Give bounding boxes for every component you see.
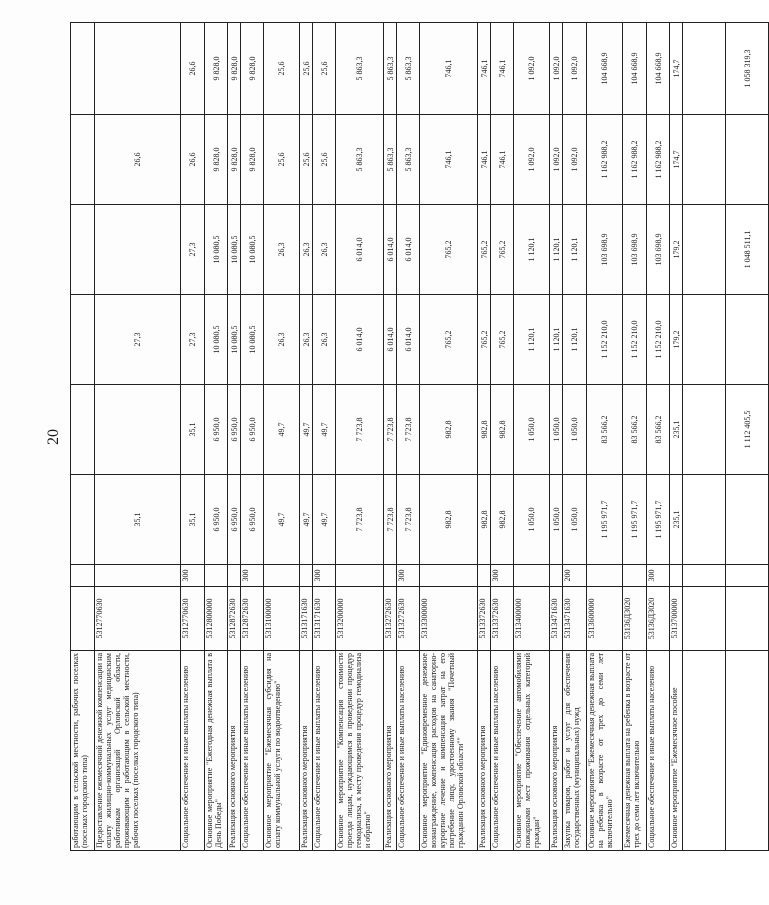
row-type-cell bbox=[550, 565, 563, 587]
row-type-cell: 300 bbox=[313, 565, 336, 587]
row-type-cell: 300 bbox=[647, 565, 670, 587]
amount-cell: 1 092,0 bbox=[563, 23, 587, 115]
row-code-cell: 5312872630 bbox=[228, 587, 241, 651]
table-row bbox=[587, 23, 623, 851]
amount-cell bbox=[71, 115, 95, 205]
amount-cell: 7 723,8 bbox=[397, 385, 420, 475]
amount-cell: 1 050,0 bbox=[514, 385, 550, 475]
row-code-cell: 5313272630 bbox=[397, 587, 420, 651]
amount-cell: 5 863,3 bbox=[336, 23, 384, 115]
row-type-cell bbox=[623, 565, 647, 587]
amount-cell: 1 120,1 bbox=[514, 295, 550, 385]
row-name-cell: Предоставление ежемесячной денежной компенсации на оплату жилищно-коммунальных услуг медицинским работникам организаций Орловской области, проживающим и работающим в сельской местности, рабочих поселках (поселках городского типа) bbox=[95, 651, 181, 851]
amount-cell: 49,7 bbox=[313, 475, 336, 565]
table-row bbox=[478, 23, 491, 851]
aside-amount-cell: 1 058 319,3 bbox=[726, 23, 769, 115]
row-type-cell: 300 bbox=[241, 565, 264, 587]
amount-cell: 174,7 bbox=[670, 23, 683, 115]
amount-cell bbox=[71, 295, 95, 385]
amount-cell: 1 092,0 bbox=[550, 23, 563, 115]
amount-cell: 1 050,0 bbox=[550, 475, 563, 565]
aside-amount-cell bbox=[683, 205, 726, 295]
amount-cell: 26,6 bbox=[95, 115, 181, 205]
row-name-cell: Социальное обеспечение и иные выплаты населению bbox=[313, 651, 336, 851]
table-row bbox=[550, 23, 563, 851]
amount-cell bbox=[95, 385, 181, 475]
page-number: 20 bbox=[45, 429, 62, 445]
aside-row bbox=[683, 23, 726, 851]
aside-type-cell bbox=[683, 565, 726, 587]
table-row bbox=[264, 23, 300, 851]
table-row bbox=[514, 23, 550, 851]
table-row bbox=[563, 23, 587, 851]
amount-cell: 765,2 bbox=[478, 205, 491, 295]
row-code-cell bbox=[71, 587, 95, 651]
aside-amount-cell bbox=[683, 23, 726, 115]
aside-amount-cell: 1 048 511,1 bbox=[726, 205, 769, 295]
amount-cell: 6 014,0 bbox=[336, 205, 384, 295]
amount-cell: 49,7 bbox=[313, 385, 336, 475]
table-row bbox=[181, 23, 205, 851]
row-name-cell: Социальное обеспечение и иные выплаты населению bbox=[647, 651, 670, 851]
budget-table-body bbox=[71, 23, 769, 851]
amount-cell: 35,1 bbox=[181, 475, 205, 565]
amount-cell: 5 863,3 bbox=[384, 115, 397, 205]
amount-cell: 104 668,9 bbox=[647, 23, 670, 115]
row-type-cell bbox=[205, 565, 228, 587]
amount-cell: 174,7 bbox=[670, 115, 683, 205]
amount-cell: 1 050,0 bbox=[550, 385, 563, 475]
aside-amount-cell bbox=[726, 475, 769, 565]
row-name-cell: Основное мероприятие "Обеспечение автомобилями пожарными мест проживания отдельных категорий граждан" bbox=[514, 651, 550, 851]
row-name-cell: Основное мероприятие "Компенсация стоимости проезда лицам, нуждающимся в проведении процедур гемодиализа, к месту проведения процедур гемодиализа и обратно" bbox=[336, 651, 384, 851]
row-name-cell: Основное мероприятие "Ежемесячная денежная выплата на ребенка в возрасте от трех до семи лет включительно" bbox=[587, 651, 623, 851]
row-type-cell bbox=[670, 565, 683, 587]
row-type-cell: 300 bbox=[181, 565, 205, 587]
row-code-cell: 5313200000 bbox=[336, 587, 384, 651]
amount-cell: 982,8 bbox=[491, 475, 514, 565]
table-row bbox=[95, 23, 181, 851]
amount-cell: 27,3 bbox=[181, 295, 205, 385]
row-type-cell bbox=[95, 565, 181, 587]
table-row bbox=[241, 23, 264, 851]
aside-name-cell bbox=[726, 651, 769, 851]
amount-cell: 10 080,5 bbox=[205, 205, 228, 295]
row-code-cell: 5312770630 bbox=[181, 587, 205, 651]
row-name-cell: Социальное обеспечение и иные выплаты населению bbox=[491, 651, 514, 851]
aside-row bbox=[726, 23, 769, 851]
amount-cell: 1 050,0 bbox=[514, 475, 550, 565]
row-type-cell bbox=[420, 565, 478, 587]
amount-cell: 1 120,1 bbox=[550, 205, 563, 295]
table-row bbox=[71, 23, 95, 851]
amount-cell: 765,2 bbox=[478, 295, 491, 385]
amount-cell: 26,3 bbox=[264, 205, 300, 295]
amount-cell: 6 950,0 bbox=[228, 385, 241, 475]
amount-cell: 1 152 210,0 bbox=[647, 295, 670, 385]
row-code-cell: 5312800000 bbox=[205, 587, 228, 651]
row-type-cell: 300 bbox=[491, 565, 514, 587]
amount-cell: 746,1 bbox=[491, 23, 514, 115]
table-row bbox=[397, 23, 420, 851]
amount-cell: 9 828,0 bbox=[228, 115, 241, 205]
amount-cell: 26,6 bbox=[181, 115, 205, 205]
amount-cell: 26,6 bbox=[181, 23, 205, 115]
row-name-cell: Закупка товаров, работ и услуг для обеспечения государственных (муниципальных) нужд bbox=[563, 651, 587, 851]
amount-cell: 10 080,5 bbox=[241, 295, 264, 385]
row-code-cell: 5313372630 bbox=[491, 587, 514, 651]
amount-cell: 1 162 988,2 bbox=[623, 115, 647, 205]
row-code-cell: 5313471630 bbox=[550, 587, 563, 651]
row-type-cell bbox=[264, 565, 300, 587]
row-name-cell: Основное мероприятие "Единовременное денежное вознаграждение, компенсация расходов на санаторно-курортное лечение и компенсация затрат на его погребение лицу, удостоенному звания "Почетный гражданин Орловской области"" bbox=[420, 651, 478, 851]
row-name-cell: Социальное обеспечение и иные выплаты населению bbox=[241, 651, 264, 851]
row-code-cell: 5313372630 bbox=[478, 587, 491, 651]
amount-cell: 83 566,2 bbox=[623, 385, 647, 475]
row-code-cell: 5313171630 bbox=[300, 587, 313, 651]
row-code-cell: 53136Д3020 bbox=[623, 587, 647, 651]
amount-cell: 35,1 bbox=[181, 385, 205, 475]
amount-cell: 1 120,1 bbox=[563, 295, 587, 385]
amount-cell: 27,3 bbox=[95, 295, 181, 385]
amount-cell: 765,2 bbox=[491, 295, 514, 385]
table-row bbox=[313, 23, 336, 851]
row-name-cell: Основное мероприятие "Ежемесячное пособие bbox=[670, 651, 683, 851]
amount-cell: 49,7 bbox=[300, 475, 313, 565]
amount-cell: 25,6 bbox=[300, 23, 313, 115]
budget-table bbox=[70, 22, 769, 851]
table-row bbox=[228, 23, 241, 851]
row-code-cell: 5313300000 bbox=[420, 587, 478, 651]
aside-type-cell bbox=[726, 565, 769, 587]
amount-cell: 765,2 bbox=[491, 205, 514, 295]
amount-cell bbox=[71, 205, 95, 295]
amount-cell: 6 014,0 bbox=[397, 205, 420, 295]
amount-cell: 235,1 bbox=[670, 475, 683, 565]
amount-cell: 7 723,8 bbox=[384, 385, 397, 475]
row-name-cell: Реализация основного мероприятия bbox=[228, 651, 241, 851]
amount-cell: 982,8 bbox=[420, 385, 478, 475]
amount-cell: 982,8 bbox=[478, 385, 491, 475]
row-name-cell: Реализация основного мероприятия bbox=[550, 651, 563, 851]
row-type-cell bbox=[587, 565, 623, 587]
amount-cell: 1 092,0 bbox=[514, 115, 550, 205]
amount-cell: 6 950,0 bbox=[228, 475, 241, 565]
amount-cell: 6 950,0 bbox=[205, 385, 228, 475]
amount-cell bbox=[71, 475, 95, 565]
row-code-cell: 5313400000 bbox=[514, 587, 550, 651]
amount-cell: 5 863,3 bbox=[397, 115, 420, 205]
amount-cell: 1 050,0 bbox=[563, 475, 587, 565]
row-code-cell: 5313100000 bbox=[264, 587, 300, 651]
amount-cell: 10 080,5 bbox=[228, 295, 241, 385]
amount-cell: 1 162 988,2 bbox=[647, 115, 670, 205]
amount-cell: 49,7 bbox=[264, 385, 300, 475]
amount-cell: 9 828,0 bbox=[228, 23, 241, 115]
amount-cell: 982,8 bbox=[420, 475, 478, 565]
row-code-cell: 5313700000 bbox=[670, 587, 683, 651]
amount-cell bbox=[71, 385, 95, 475]
amount-cell: 1 152 210,0 bbox=[623, 295, 647, 385]
amount-cell: 1 092,0 bbox=[514, 23, 550, 115]
row-type-cell bbox=[478, 565, 491, 587]
table-row bbox=[491, 23, 514, 851]
amount-cell: 104 668,9 bbox=[623, 23, 647, 115]
amount-cell: 35,1 bbox=[95, 475, 181, 565]
amount-cell bbox=[71, 23, 95, 115]
amount-cell: 6 014,0 bbox=[384, 295, 397, 385]
table-row bbox=[623, 23, 647, 851]
aside-amount-cell bbox=[683, 115, 726, 205]
table-row bbox=[670, 23, 683, 851]
amount-cell: 27,3 bbox=[181, 205, 205, 295]
amount-cell: 7 723,8 bbox=[397, 475, 420, 565]
amount-cell: 982,8 bbox=[478, 475, 491, 565]
amount-cell: 1 092,0 bbox=[550, 115, 563, 205]
amount-cell: 6 014,0 bbox=[384, 205, 397, 295]
amount-cell: 235,1 bbox=[670, 385, 683, 475]
row-code-cell: 5313272630 bbox=[384, 587, 397, 651]
aside-amount-cell bbox=[683, 295, 726, 385]
aside-amount-cell bbox=[683, 385, 726, 475]
amount-cell: 49,7 bbox=[300, 385, 313, 475]
amount-cell: 1 195 971,7 bbox=[587, 475, 623, 565]
amount-cell: 1 152 210,0 bbox=[587, 295, 623, 385]
amount-cell: 26,3 bbox=[313, 295, 336, 385]
row-name-cell: Основное мероприятие "Ежемесячная субсидия на оплату коммунальной услуги по водоотведению" bbox=[264, 651, 300, 851]
amount-cell: 179,2 bbox=[670, 295, 683, 385]
row-type-cell bbox=[336, 565, 384, 587]
amount-cell bbox=[95, 205, 181, 295]
amount-cell: 746,1 bbox=[420, 23, 478, 115]
row-name-cell: Социальное обеспечение и иные выплаты населению bbox=[397, 651, 420, 851]
table-row bbox=[420, 23, 478, 851]
amount-cell: 1 120,1 bbox=[550, 295, 563, 385]
row-name-cell: Социальное обеспечение и иные выплаты населению bbox=[181, 651, 205, 851]
amount-cell: 746,1 bbox=[478, 115, 491, 205]
amount-cell: 10 080,5 bbox=[228, 205, 241, 295]
row-name-cell: Реализация основного мероприятия bbox=[478, 651, 491, 851]
amount-cell: 49,7 bbox=[264, 475, 300, 565]
amount-cell: 103 698,9 bbox=[623, 205, 647, 295]
aside-amount-cell bbox=[683, 475, 726, 565]
amount-cell: 103 698,9 bbox=[587, 205, 623, 295]
aside-amount-cell: 1 112 405,5 bbox=[726, 385, 769, 475]
amount-cell: 9 828,0 bbox=[241, 23, 264, 115]
aside-name-cell bbox=[683, 651, 726, 851]
amount-cell: 1 195 971,7 bbox=[647, 475, 670, 565]
row-name-cell: Основное мероприятие "Ежегодная денежная выплата в День Победы" bbox=[205, 651, 228, 851]
amount-cell: 765,2 bbox=[420, 205, 478, 295]
amount-cell: 982,8 bbox=[491, 385, 514, 475]
amount-cell: 25,6 bbox=[313, 23, 336, 115]
amount-cell: 25,6 bbox=[300, 115, 313, 205]
row-code-cell: 5313471630 bbox=[563, 587, 587, 651]
amount-cell: 6 014,0 bbox=[397, 295, 420, 385]
rotated-page-content bbox=[45, 23, 752, 851]
amount-cell: 5 863,3 bbox=[384, 23, 397, 115]
row-type-cell bbox=[300, 565, 313, 587]
row-name-cell: Реализация основного мероприятия bbox=[300, 651, 313, 851]
row-code-cell: 5312770630 bbox=[95, 587, 181, 651]
amount-cell: 6 950,0 bbox=[241, 385, 264, 475]
row-code-cell: 5312872630 bbox=[241, 587, 264, 651]
row-name-cell: работающим в сельской местности, рабочих поселках (поселках городского типа) bbox=[71, 651, 95, 851]
amount-cell: 5 863,3 bbox=[336, 115, 384, 205]
amount-cell: 103 698,9 bbox=[647, 205, 670, 295]
table-row bbox=[205, 23, 228, 851]
row-type-cell: 300 bbox=[397, 565, 420, 587]
amount-cell: 746,1 bbox=[478, 23, 491, 115]
row-code-cell: 53136Д3020 bbox=[647, 587, 670, 651]
amount-cell: 104 668,9 bbox=[587, 23, 623, 115]
table-row bbox=[647, 23, 670, 851]
aside-code-cell bbox=[726, 587, 769, 651]
amount-cell: 1 195 971,7 bbox=[623, 475, 647, 565]
aside-code-cell bbox=[683, 587, 726, 651]
amount-cell: 765,2 bbox=[420, 295, 478, 385]
aside-amount-cell bbox=[726, 295, 769, 385]
amount-cell: 25,6 bbox=[313, 115, 336, 205]
amount-cell: 6 014,0 bbox=[336, 295, 384, 385]
amount-cell: 1 092,0 bbox=[563, 115, 587, 205]
row-name-cell: Реализация основного мероприятия bbox=[384, 651, 397, 851]
amount-cell: 9 828,0 bbox=[241, 115, 264, 205]
amount-cell: 9 828,0 bbox=[205, 23, 228, 115]
amount-cell: 7 723,8 bbox=[336, 475, 384, 565]
amount-cell: 6 950,0 bbox=[205, 475, 228, 565]
row-type-cell bbox=[228, 565, 241, 587]
amount-cell: 26,3 bbox=[264, 295, 300, 385]
aside-amount-cell bbox=[726, 115, 769, 205]
amount-cell: 83 566,2 bbox=[587, 385, 623, 475]
row-code-cell: 5313171630 bbox=[313, 587, 336, 651]
amount-cell: 1 120,1 bbox=[563, 205, 587, 295]
table-row bbox=[384, 23, 397, 851]
row-type-cell bbox=[514, 565, 550, 587]
row-type-cell bbox=[71, 565, 95, 587]
table-row bbox=[336, 23, 384, 851]
amount-cell: 746,1 bbox=[491, 115, 514, 205]
row-type-cell bbox=[384, 565, 397, 587]
amount-cell: 26,3 bbox=[313, 205, 336, 295]
amount-cell: 25,6 bbox=[264, 115, 300, 205]
row-code-cell: 5313600000 bbox=[587, 587, 623, 651]
amount-cell: 1 050,0 bbox=[563, 385, 587, 475]
row-type-cell: 200 bbox=[563, 565, 587, 587]
row-name-cell: Ежемесячная денежная выплата на ребенка в возрасте от трех до семи лет включительно bbox=[623, 651, 647, 851]
amount-cell: 179,2 bbox=[670, 205, 683, 295]
amount-cell: 9 828,0 bbox=[205, 115, 228, 205]
amount-cell: 26,3 bbox=[300, 295, 313, 385]
amount-cell: 5 863,3 bbox=[397, 23, 420, 115]
table-row bbox=[300, 23, 313, 851]
amount-cell: 25,6 bbox=[264, 23, 300, 115]
amount-cell: 7 723,8 bbox=[336, 385, 384, 475]
amount-cell: 746,1 bbox=[420, 115, 478, 205]
amount-cell: 26,3 bbox=[300, 205, 313, 295]
amount-cell: 10 080,5 bbox=[205, 295, 228, 385]
amount-cell: 7 723,8 bbox=[384, 475, 397, 565]
amount-cell bbox=[95, 23, 181, 115]
amount-cell: 1 120,1 bbox=[514, 205, 550, 295]
amount-cell: 83 566,2 bbox=[647, 385, 670, 475]
amount-cell: 10 080,5 bbox=[241, 205, 264, 295]
amount-cell: 1 162 988,2 bbox=[587, 115, 623, 205]
amount-cell: 6 950,0 bbox=[241, 475, 264, 565]
